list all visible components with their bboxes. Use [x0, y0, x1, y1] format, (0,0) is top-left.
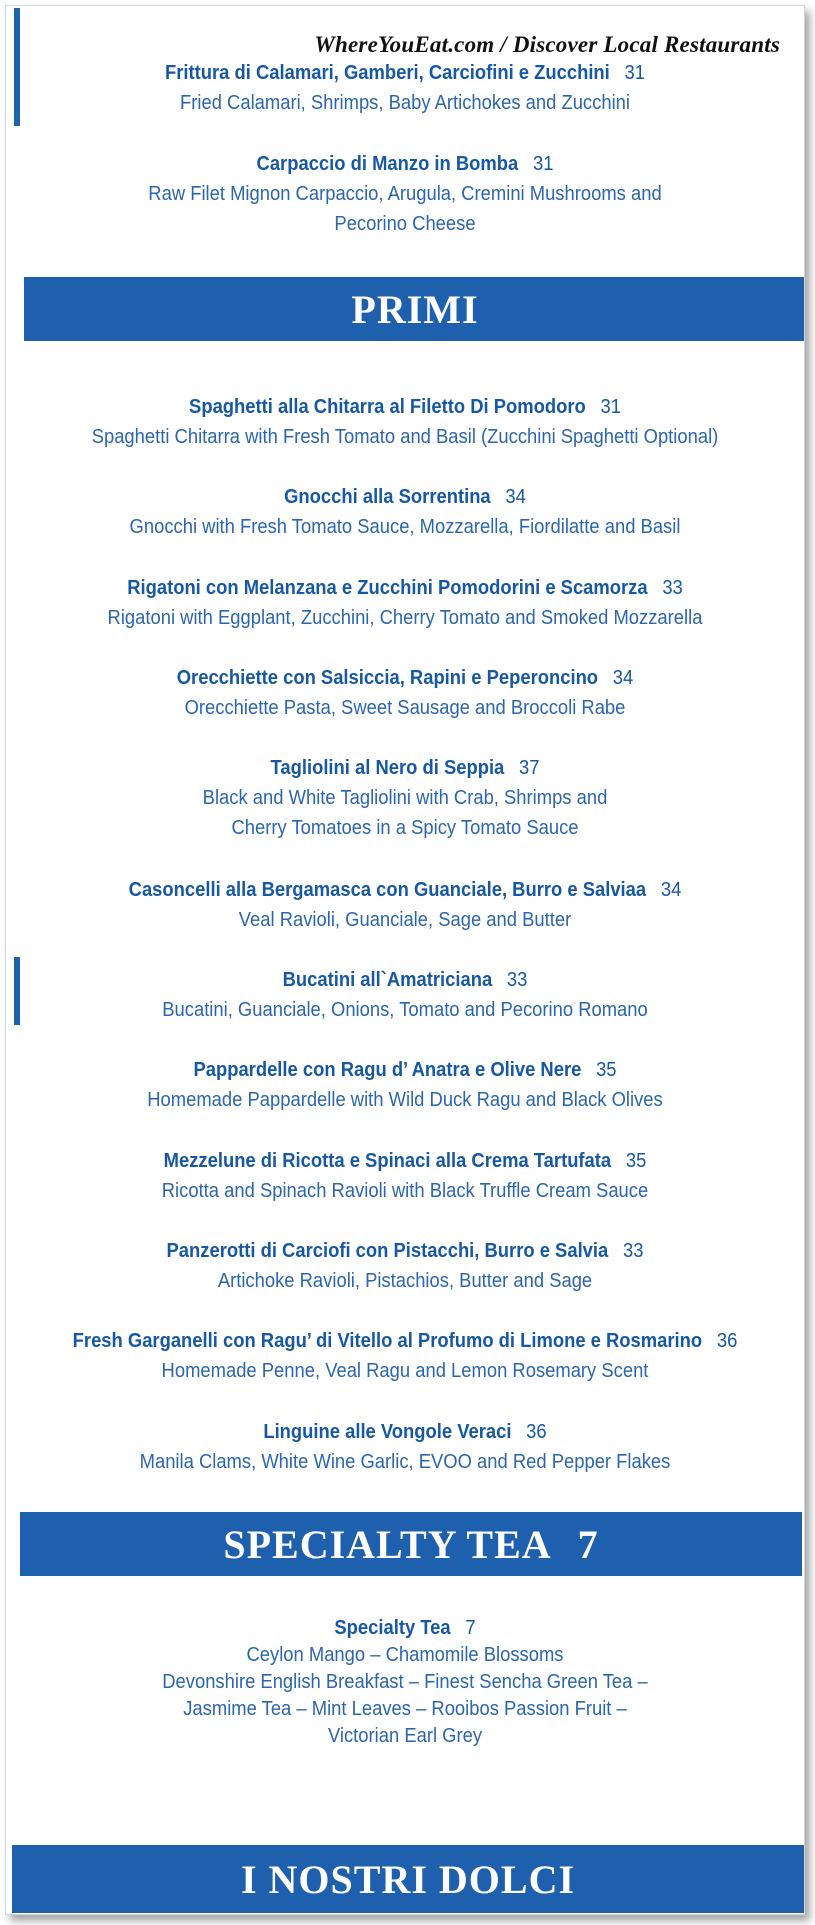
item-description: Ceylon Mango – Chamomile Blossoms	[246, 1644, 564, 1666]
section-title: PRIMI	[351, 286, 479, 332]
item-price: 31	[532, 153, 554, 175]
item-description: Pecorino Cheese	[334, 213, 476, 235]
menu-item	[6, 573, 804, 633]
item-name: Pappardelle con Ragu d’ Anatra e Olive Nere	[193, 1059, 582, 1081]
item-price: 36	[526, 1421, 547, 1443]
menu-item	[6, 663, 804, 723]
menu-item	[6, 875, 804, 935]
item-name: Panzerotti di Carciofi con Pistacchi, Burro e Salvia	[166, 1240, 609, 1262]
menu-item	[6, 1146, 804, 1206]
watermark: WhereYouEat.com / Discover Local Restaurants	[314, 32, 780, 57]
item-price: 33	[662, 577, 683, 599]
item-price: 34	[505, 486, 526, 508]
section-title: I NOSTRI DOLCI	[240, 1856, 576, 1902]
menu-item	[6, 482, 804, 542]
section-banner-primi	[24, 277, 805, 341]
item-name: Bucatini all`Amatriciana	[282, 969, 493, 991]
menu-item	[6, 392, 804, 452]
menu-item	[6, 1236, 804, 1296]
item-price: 33	[622, 1240, 644, 1262]
menu-item	[6, 1055, 804, 1115]
menu-item	[6, 753, 804, 843]
section-title: SPECIALTY TEA	[223, 1521, 552, 1567]
item-description: Cherry Tomatoes in a Spicy Tomato Sauce	[231, 817, 579, 839]
menu-item	[6, 1417, 804, 1477]
menu-item	[6, 58, 804, 118]
item-description: Homemade Pappardelle with Wild Duck Ragu and Black Olives	[147, 1089, 663, 1111]
item-name: Spaghetti alla Chitarra al Filetto Di Pomodoro	[189, 396, 586, 418]
item-price: 35	[596, 1059, 617, 1081]
section-price: 7	[577, 1521, 599, 1567]
item-description: Fried Calamari, Shrimps, Baby Artichokes and Zucchini	[180, 92, 630, 114]
item-name: Carpaccio di Manzo in Bomba	[256, 153, 519, 175]
item-price: 31	[600, 396, 621, 418]
item-name: Gnocchi alla Sorrentina	[284, 486, 491, 508]
section-banner-specialty-tea	[20, 1512, 802, 1576]
item-description: Ricotta and Spinach Ravioli with Black Truffle Cream Sauce	[161, 1180, 649, 1202]
item-price: 33	[506, 969, 528, 991]
item-description: Victorian Earl Grey	[327, 1725, 483, 1747]
item-price: 35	[625, 1150, 647, 1172]
item-description: Jasmime Tea – Mint Leaves – Rooibos Passion Fruit –	[183, 1698, 627, 1720]
item-name: Linguine alle Vongole Veraci	[263, 1421, 512, 1443]
item-name: Fresh Garganelli con Ragu’ di Vitello al Profumo di Limone e Rosmarino	[72, 1330, 703, 1352]
item-description: Rigatoni with Eggplant, Zucchini, Cherry Tomato and Smoked Mozzarella	[107, 607, 703, 629]
item-description: Manila Clams, White Wine Garlic, EVOO and Red Pepper Flakes	[139, 1451, 671, 1473]
item-description: Bucatini, Guanciale, Onions, Tomato and Pecorino Romano	[162, 999, 648, 1021]
menu-item	[6, 149, 804, 239]
item-description: Raw Filet Mignon Carpaccio, Arugula, Cremini Mushrooms and	[148, 183, 662, 205]
item-price: 7	[465, 1617, 476, 1639]
menu-page	[5, 5, 805, 1915]
item-description: Artichoke Ravioli, Pistachios, Butter and Sage	[217, 1270, 593, 1292]
item-price: 34	[660, 879, 682, 901]
item-price: 36	[716, 1330, 738, 1352]
menu-item	[6, 1614, 804, 1750]
item-name: Orecchiette con Salsiccia, Rapini e Peperoncino	[176, 667, 599, 689]
item-description: Black and White Tagliolini with Crab, Shrimps and	[202, 787, 608, 809]
section-banner-dolci	[12, 1845, 804, 1913]
menu-item	[6, 1326, 804, 1386]
item-name: Tagliolini al Nero di Seppia	[270, 757, 505, 779]
item-description: Veal Ravioli, Guanciale, Sage and Butter	[238, 909, 572, 931]
item-description: Homemade Penne, Veal Ragu and Lemon Rosemary Scent	[161, 1360, 649, 1382]
item-name: Casoncelli alla Bergamasca con Guanciale, Burro e Salviaa	[128, 879, 647, 901]
item-description: Devonshire English Breakfast – Finest Sencha Green Tea –	[162, 1671, 648, 1693]
menu-item	[6, 965, 804, 1025]
item-description: Orecchiette Pasta, Sweet Sausage and Broccoli Rabe	[184, 697, 626, 719]
item-name: Rigatoni con Melanzana e Zucchini Pomodorini e Scamorza	[127, 577, 648, 599]
item-price: 31	[624, 62, 645, 84]
item-name: Mezzelune di Ricotta e Spinaci alla Crema Tartufata	[163, 1150, 612, 1172]
item-description: Gnocchi with Fresh Tomato Sauce, Mozzarella, Fiordilatte and Basil	[129, 516, 681, 538]
item-price: 34	[612, 667, 634, 689]
item-price: 37	[519, 757, 540, 779]
item-name: Frittura di Calamari, Gamberi, Carciofini e Zucchini	[165, 62, 610, 84]
item-name: Specialty Tea	[334, 1617, 451, 1639]
item-description: Spaghetti Chitarra with Fresh Tomato and Basil (Zucchini Spaghetti Optional)	[91, 426, 719, 448]
